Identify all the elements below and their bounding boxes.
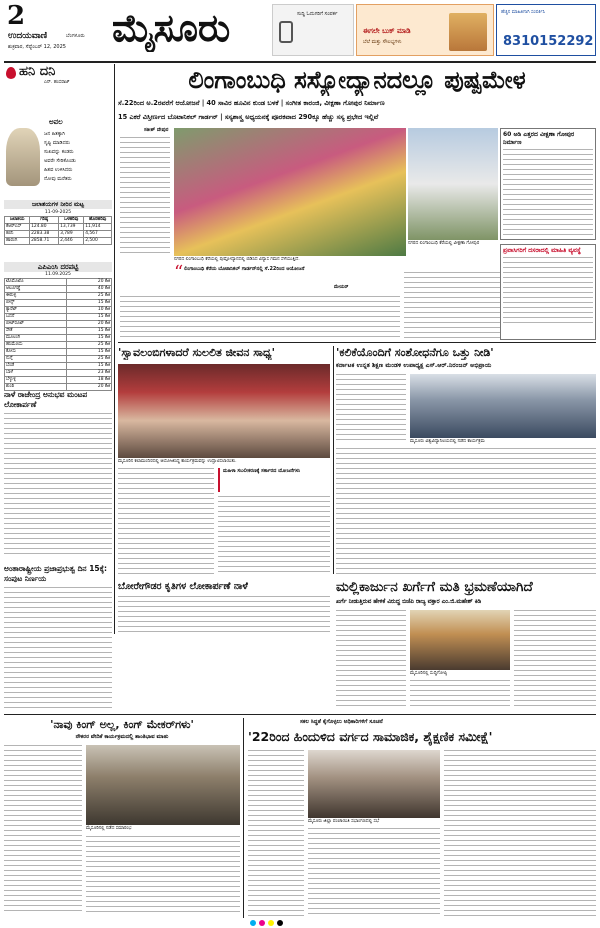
column-divider: [333, 346, 334, 574]
lead-subhead-2: 15 ಎಕರೆ ವಿಸ್ತೀರ್ಣದ ಬೊಟಾನಿಕಲ್ ಗಾರ್ಡನ್ | ಸಸ್ಯಶಾಸ್ತ್ರ ಅಧ್ಯಯನಕ್ಕೆ ಪೂರಕವಾದ 290ಕ್ಕೂ ಹೆಚ್ಚು ಸಸ್ಯ ಪ್ರಭೇದ ಇಲ್ಲಿವೆ: [118, 113, 379, 121]
table-cell: ಶುಂಠಿ: [5, 384, 67, 391]
reservoir-date: 11-09-2025: [44, 210, 72, 215]
story-kalike-sub: ಕರ್ನಾಟಕ ಉನ್ನತ ಶಿಕ್ಷಣ ಮಂಡಳಿ ಉಪಾಧ್ಯಕ್ಷ ಎಸ್.ಆರ್.ನಿರಂಜನ್ ಅಭಿಪ್ರಾಯ: [336, 362, 492, 369]
table-cell: 15 ಕೆಜಿ: [67, 349, 112, 356]
ad3-phone: 8310152292: [503, 34, 594, 49]
house-icon: [449, 13, 487, 51]
table-row: [5, 231, 112, 238]
story-kingmaker-sub: ನೌಕರರ ವೇದಿಕೆ ಕಾರ್ಯಕ್ರಮದಲ್ಲಿ ಶಾಂತಿಭಾವ ಮಾತು: [75, 734, 169, 740]
story-svavalambi-photo: [118, 364, 330, 458]
ad-panel-3[interactable]: [496, 4, 596, 56]
table-cell: 25 ಕೆಜಿ: [67, 293, 112, 300]
ad1-text: ಸುದ್ದಿ ಓದುಗರಿಗೆ ಸಂಪರ್ಕ: [297, 11, 338, 17]
story-kingmaker-photo: [86, 745, 240, 825]
table-cell: ಬೀನ್ಸ್: [5, 300, 67, 307]
story-body: [86, 836, 240, 916]
price-box: [4, 262, 112, 389]
lead-photo-2: [408, 128, 498, 240]
honey-drop-icon: [6, 67, 16, 79]
lead-photo-1: [174, 128, 406, 256]
table-row: [5, 279, 112, 286]
table-cell: 4,567: [84, 231, 112, 238]
table-row: [5, 314, 112, 321]
table-cell: 15 ಕೆಜಿ: [67, 363, 112, 370]
table-row: [5, 321, 112, 328]
table-header-row: [5, 217, 112, 224]
table-row: [5, 342, 112, 349]
table-cell: ಸೌತೆ: [5, 328, 67, 335]
column-divider: [114, 64, 115, 634]
table-cell: 2,500: [84, 238, 112, 245]
story-body: [118, 596, 330, 632]
table-cell: 2858.71: [30, 238, 59, 245]
table-cell: ಹಾರಂಗಿ: [5, 238, 30, 245]
quote-mark-icon: “: [174, 262, 184, 283]
table-cell: ಕಬಿನಿ: [5, 231, 30, 238]
sidebar-box-2: [500, 244, 596, 340]
story-kharge-sub: ಖರ್ಗೆ ನೀಡುತ್ತಿರುವ ಹೇಳಿಕೆ ವಿರುದ್ಧ ಬಿಜೆಪಿ ರಾಜ್ಯ ವಕ್ತಾರ ಎಂ.ಜಿ.ಮಹೇಶ್ ಕಿಡಿ: [336, 599, 482, 605]
table-cell: ಈರುಳ್ಳಿ: [5, 293, 67, 300]
story-kalike-title: 'ಕಲಿಕೆಯೊಂದಿಗೆ ಸಂಶೋಧನೆಗೂ ಒತ್ತು ನೀಡಿ': [336, 346, 494, 359]
lead-subhead-1: ಸೆ.22ರಿಂದ ಅ.2ರವರೆಗೆ ಆಯೋಜನೆ | 40 ಸಾವಿರ ಹೂವಿನ ಕುಂಡ ಬಳಕೆ | ಸಂಗೀತ ಕಾರಂಜಿ, ವೀಕ್ಷಣಾ ಗೋಪುರ ನಿರ್ಮಾಣ: [118, 99, 385, 107]
table-row: [5, 300, 112, 307]
photo-caption: ಮೈಸೂರಿನಲ್ಲಿ ಸುದ್ದಿಗೋಷ್ಠಿ: [410, 671, 447, 676]
table-cell: 3,789: [59, 231, 84, 238]
story-body: [218, 496, 330, 576]
ad-panel-2[interactable]: [356, 4, 494, 56]
table-row: [5, 286, 112, 293]
poem-line: ಹಿತವ ಉಳಿಸಿದರು: [44, 167, 73, 173]
lead-body-left: [120, 137, 170, 257]
masthead: [0, 0, 600, 62]
table-cell: 20 ಕೆಜಿ: [67, 279, 112, 286]
section-divider: [4, 714, 596, 715]
poem-line: ನೋವು ಮರೆತರು: [44, 176, 72, 182]
poem-line: ಸೃಷ್ಟಿ ಮಾಡಿದರು: [44, 140, 71, 146]
table-cell: 25 ಕೆಜಿ: [67, 356, 112, 363]
photo-caption: ಮೈಸೂರು ಜಿಲ್ಲಾ ಪಂಚಾಯಿತಿ ಸಭಾಂಗಣದಲ್ಲಿ ಸಭೆ: [308, 819, 380, 824]
price-date: 11.09.2025: [45, 272, 71, 277]
section-title: ಮೈಸೂರು: [112, 6, 231, 50]
table-row: [5, 224, 112, 231]
brand-name: ಹನಿ ದನಿ: [19, 64, 56, 79]
table-cell: ಬೆಳ್ಳುಳ್ಳಿ: [5, 377, 67, 384]
sidebar-box: [500, 128, 596, 240]
page-number: 2: [7, 2, 26, 30]
table-cell: ಬದನೆ: [5, 314, 67, 321]
table-header: ಒಳಹರಿವು: [59, 217, 84, 224]
reservoir-title: ಜಲಾಶಯಗಳ ನೀರಿನ ಮಟ್ಟ: [4, 200, 112, 209]
phone-icon: [279, 21, 293, 43]
sidebar-title: 60 ಅಡಿ ಎತ್ತರದ ವೀಕ್ಷಣಾ ಗೋಪುರ ನಿರ್ಮಾಣ: [503, 131, 575, 146]
table-cell: ಕೆಆರ್‌ಎಸ್: [5, 224, 30, 231]
table-cell: 2283.38: [30, 231, 59, 238]
story-body: [410, 680, 510, 710]
poem-line: ಸುಖವನ್ನು ಕಂಡರು: [44, 149, 74, 155]
ad3-text: ಹೆಚ್ಚಿನ ಮಾಹಿತಿಗಾಗಿ ಸಂಪರ್ಕಿಸಿ: [501, 10, 546, 15]
story-kingmaker-title: 'ನಾವು ಕಿಂಗ್ ಅಲ್ಲ, ಕಿಂಗ್ ಮೇಕರ್‌ಗಳು': [50, 718, 194, 731]
table-cell: 23 ಕೆಜಿ: [67, 370, 112, 377]
table-cell: ಕ್ಯಾರೆಟ್: [5, 307, 67, 314]
sidebar-title: ಪ್ರವಾಸಿಗರಿಗೆ ದಸರಾದಲ್ಲಿ ಮಾಹಿತಿ ವ್ಯವಸ್ಥೆ: [503, 247, 581, 254]
table-row: [5, 238, 112, 245]
table-cell: 15 ಕೆಜಿ: [67, 300, 112, 307]
poet-figure: [6, 128, 40, 186]
table-cell: 10 ಕೆಜಿ: [67, 307, 112, 314]
poem-title: ಅವಲ: [49, 118, 63, 126]
table-cell: 20 ಕೆಜಿ: [67, 321, 112, 328]
story-body: [4, 587, 112, 709]
table-cell: 18 ಕೆಜಿ: [67, 377, 112, 384]
story-svavalambi-title: 'ಸ್ವಾವಲಂಬಿಗಳಾದರೆ ಸುಲಲಿತ ಜೀವನ ಸಾಧ್ಯ': [118, 346, 275, 359]
table-cell: 11,914: [84, 224, 112, 231]
box-text: ಮಹಿಳಾ ಸಬಲೀಕರಣಕ್ಕೆ ಸರ್ಕಾರದ ಯೋಜನೆಗಳು: [223, 468, 301, 474]
table-row: [5, 370, 112, 377]
sidebar-body: [503, 257, 593, 327]
story-kharge-title: ಮಲ್ಲಿಕಾರ್ಜುನ ಖರ್ಗೆಗೆ ಮತಿ ಭ್ರಮಣೆಯಾಗಿದೆ: [336, 579, 533, 595]
ad2-line2: ಬೆಲೆ ಮತ್ತು ಸೌಲಭ್ಯಗಳು: [363, 39, 402, 45]
table-cell: 40 ಕೆಜಿ: [67, 286, 112, 293]
photo-caption: ನಗರದ ಲಿಂಗಾಂಬುಧಿ ಕೆರೆಯಲ್ಲಿ ವೀಕ್ಷಣಾ ಗೋಪುರ: [408, 241, 480, 246]
lead-headline: ಲಿಂಗಾಂಬುಧಿ ಸಸ್ಯೋದ್ಯಾನದಲ್ಲೂ ಪುಷ್ಪಮೇಳ: [188, 66, 526, 94]
price-title: ಎಪಿಎಂಸಿ ದರಪಟ್ಟಿ: [4, 262, 112, 272]
photo-caption: ಮೈಸೂರಿನ ಕಲಾಮಂದಿರದಲ್ಲಿ ಆಯೋಜಿಸಿದ್ದ ಕಾರ್ಯಕ್ರಮವನ್ನು ಉದ್ಘಾಟಿಸಲಾಯಿತು.: [118, 459, 237, 464]
quote-author: ಮೇಯರ್: [334, 285, 349, 290]
table-row: [5, 363, 112, 370]
table-row: [5, 293, 112, 300]
table-cell: 25 ಕೆಜಿ: [67, 342, 112, 349]
price-table: [4, 278, 112, 391]
lead-body-right: [404, 272, 500, 340]
story-kharge-photo: [410, 610, 510, 670]
table-header: ಜಲಾಶಯ: [5, 217, 30, 224]
ad-panel-1[interactable]: [272, 4, 354, 56]
ad2-line1: ಈಗಲೇ ಬುಕ್ ಮಾಡಿ: [363, 27, 411, 35]
date-line: ಶುಕ್ರವಾರ, ಸೆಪ್ಟೆಂಬರ್ 12, 2025: [8, 44, 66, 50]
table-header: ಹೊರಹರಿವು: [84, 217, 112, 224]
table-cell: 20 ಕೆಜಿ: [67, 384, 112, 391]
table-header: ಗರಿಷ್ಠ: [30, 217, 59, 224]
print-registration-marks: [250, 920, 350, 926]
story-anubhava-mantapa: [4, 390, 112, 560]
table-cell: ಬಾಳೆ: [5, 370, 67, 377]
story-body: [336, 374, 406, 444]
brand-box: [4, 64, 112, 86]
brand-sub: ಎನ್. ಹಂಸರಾಜ್: [44, 80, 70, 85]
story-kalike-photo: [410, 374, 596, 438]
story-survey-title: '22ರಿಂದ ಹಿಂದುಳಿದ ವರ್ಗದ ಸಾಮಾಜಿಕ, ಶೈಕ್ಷಣಿಕ ಸಮೀಕ್ಷೆ': [248, 729, 493, 744]
story-survey-kicker: ಸಕಲ ಸಿದ್ಧತೆ ಕೈಗೊಳ್ಳಲು ಅಧಿಕಾರಿಗಳಿಗೆ ಸೂಚನೆ: [300, 719, 383, 725]
table-cell: ಆಲೂಗಡ್ಡೆ: [5, 286, 67, 293]
story-body: [248, 750, 304, 916]
table-cell: 15 ಕೆಜಿ: [67, 328, 112, 335]
photo-caption: ಮೈಸೂರಿನಲ್ಲಿ ನಡೆದ ಸಮಾರಂಭ: [86, 826, 132, 831]
poem-line: ಅವರೇ ಸೇರಿಕೊಂಡು: [44, 158, 76, 164]
table-cell: ಕೋಸು: [5, 349, 67, 356]
story-body: [118, 468, 214, 576]
story-body: [308, 828, 440, 916]
lead-quote-box: [174, 264, 406, 292]
story-body: [336, 448, 596, 576]
poem-lines: [44, 130, 110, 184]
section-divider: [118, 342, 596, 343]
story-body: [336, 610, 406, 710]
photo-caption: ಮೈಸೂರು ವಿಶ್ವವಿದ್ಯಾನಿಲಯದಲ್ಲಿ ನಡೆದ ಕಾರ್ಯಕ್ರಮ: [410, 439, 485, 444]
table-cell: ಬೀಟ್‌ರೂಟ್: [5, 321, 67, 328]
table-cell: ಬೆಂಡೆ: [5, 363, 67, 370]
poem-line: ಜನ ಹಿತಕ್ಕಾಗಿ: [44, 131, 66, 137]
table-row: [5, 377, 112, 384]
story-boregowda-title: ಬೋರೇಗೌಡರ ಕೃತಿಗಳ ಲೋಕಾರ್ಪಣೆ ನಾಳೆ: [118, 581, 248, 592]
table-cell: ಟೊಮೊಟೊ: [5, 279, 67, 286]
column-divider: [243, 718, 244, 918]
lead-byline: ಸತೀಶ್ ದೇಪುರ: [144, 127, 169, 133]
story-body: [514, 610, 596, 710]
table-row: [5, 307, 112, 314]
table-cell: 15 ಕೆಜಿ: [67, 314, 112, 321]
story-body: [4, 413, 112, 558]
photo-caption: ನಗರದ ಲಿಂಗಾಂಬುಧಿ ಕೆರೆಯಲ್ಲಿ ಪುಷ್ಪೋದ್ಯಾನದಲ್ಲಿ ಬಿಡಿಸಿದ ವಿನ್ಯಾಸ ಗಮನ ಸೆಳೆಯುತ್ತಿದೆ.: [174, 257, 300, 262]
table-cell: ಮೂಲಂಗಿ: [5, 335, 67, 342]
table-cell: 124.80: [30, 224, 59, 231]
sidebar-body: [503, 149, 593, 237]
table-cell: ಹಸಿಮೆಣಸು: [5, 342, 67, 349]
masthead-divider: [4, 61, 596, 63]
story-title: ಅಂತಾರಾಷ್ಟ್ರೀಯ ಪ್ರಜಾಪ್ರಭುತ್ವ ದಿನ 15ಕ್ಕೆ: ಸಂಪುಟ ನಿರ್ಣಯ: [4, 564, 108, 583]
reservoir-table: [4, 216, 112, 245]
table-row: [5, 349, 112, 356]
story-body: [444, 750, 596, 916]
paper-name: ಉದಯವಾಣಿ: [8, 31, 48, 41]
table-cell: 15 ಕೆಜಿ: [67, 335, 112, 342]
table-row: [5, 356, 112, 363]
table-row: [5, 335, 112, 342]
quote-text: ಲಿಂಗಾಂಬುಧಿ ಕೆರೆಯ ಬೊಟಾನಿಕಲ್ ಗಾರ್ಡನ್‌ನಲ್ಲಿ ಸೆ.22ರಿಂದ ಆಯೋಜನೆ: [184, 266, 305, 272]
table-cell: 13,739: [59, 224, 84, 231]
table-row: [5, 328, 112, 335]
edition: ಬೆಂಗಳೂರು: [66, 33, 85, 39]
poem-box: [4, 88, 112, 198]
story-svavalambi-box: [218, 468, 330, 492]
story-survey-photo: [308, 750, 440, 818]
lead-body-cols: [120, 296, 400, 340]
reservoir-box: [4, 200, 112, 260]
story-democracy-day: [4, 564, 112, 714]
story-title: ನಾಳೆ ರಾಜೇಂದ್ರ ಅನುಭವ ಮಂಟಪ ಲೋಕಾರ್ಪಣೆ: [4, 390, 88, 409]
table-cell: ನುಗ್ಗೆ: [5, 356, 67, 363]
story-body: [4, 745, 82, 915]
table-cell: 2,446: [59, 238, 84, 245]
